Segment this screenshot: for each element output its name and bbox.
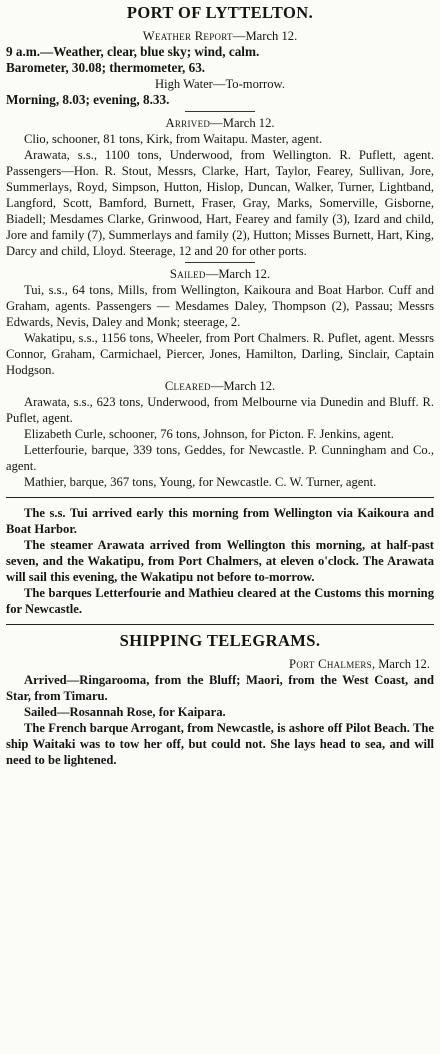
sailed-heading-date: —March 12. (205, 267, 271, 281)
dateline-date: , March 12. (371, 657, 430, 671)
section-divider (6, 624, 434, 625)
arrived-heading (6, 115, 434, 131)
weather-heading-date: —March 12. (232, 29, 298, 43)
telegrams-title: SHIPPING TELEGRAMS. (119, 631, 321, 650)
barometer-line: Barometer, 30.08; thermometer, 63. (6, 60, 206, 75)
telegram-paragraph: Sailed—Rosannah Rose, for Kaipara. (24, 705, 226, 719)
arrived-entry: Arawata, s.s., 1100 tons, Underwood, from Wellington. R. Puflett, agent. Passengers—Hon. R. Stout, Messrs, Clarke, Hart, Taylor, Fearey, Sullivan, Jore, Summerlays, Royd, Simpson, Hutton, Hislop, Duncan, Walker, Turner, Lightband, Langford, Scott, Bamford, Burnett, Fraser, Gray, Marks, Somerville, Gisborne, Biadell; Mesdames Clarke, Grinwood, Hart, Fearey and family (3), Izard and child, Jore and family (7), Summerlays and family (2), Hutton; Misses Burnett, Hart, King, Darcy and child, Lloyd. Steerage, 12 and 20 for other ports. (6, 148, 434, 258)
telegram-paragraph: Arrived—Ringarooma, from the Bluff; Maori, from the West Coast, and Star, from Timaru. (6, 673, 434, 703)
cleared-entry: Letterfourie, barque, 339 tons, Geddes, for Newcastle. P. Cunningham and Co., agent. (6, 443, 434, 473)
sailed-entry: Tui, s.s., 64 tons, Mills, from Wellington, Kaikoura and Boat Harbor. Cuff and Graham, agents. Passengers — Mesdames Daley, Thompson (2), Passau; Messrs Edwards, Nevis, Daley and Monk; steerage, 2. (6, 283, 434, 329)
page-title: PORT OF LYTTELTON. (126, 3, 314, 22)
sailed-heading-label: Sailed (169, 267, 206, 281)
divider (185, 111, 255, 112)
weather-heading (6, 28, 434, 44)
telegram-paragraph: The French barque Arrogant, from Newcastle, is ashore off Pilot Beach. The ship Waitaki was to tow her off, but could not. She lays head to sea, and will need to be lightened. (6, 721, 434, 767)
cleared-entry: Mathier, barque, 367 tons, Young, for Newcastle. C. W. Turner, agent. (24, 475, 377, 489)
high-water-times: Morning, 8.03; evening, 8.33. (6, 92, 170, 107)
cleared-heading (6, 378, 434, 394)
divider (185, 262, 255, 263)
dateline-place: Port Chalmers (289, 657, 372, 671)
cleared-heading-date: —March 12. (210, 379, 276, 393)
weather-heading-label: Weather Report (142, 29, 233, 43)
cleared-heading-label: Cleared (164, 379, 211, 393)
news-paragraph: The s.s. Tui arrived early this morning from Wellington via Kaikoura and Boat Harbor. (6, 506, 434, 536)
high-water-heading: High Water—To-morrow. (155, 77, 285, 91)
weather-line: 9 a.m.—Weather, clear, blue sky; wind, calm. (6, 44, 260, 59)
sailed-heading (6, 266, 434, 282)
sailed-entry: Wakatipu, s.s., 1156 tons, Wheeler, from Port Chalmers. R. Puflet, agent. Messrs Connor, Graham, Carmichael, Piercer, Jones, Hamilton, Darling, Sinclair, Captain Hodgson. (6, 331, 434, 377)
cleared-entry: Elizabeth Curle, schooner, 76 tons, Johnson, for Picton. F. Jenkins, agent. (24, 427, 394, 441)
news-paragraph: The steamer Arawata arrived from Wellington this morning, at half-past seven, and the Wakatipu, from Port Chalmers, at eleven o'clock. The Arawata will sail this evening, the Wakatipu not before to-morrow. (6, 538, 434, 584)
arrived-heading-label: Arrived (165, 116, 211, 130)
news-paragraph: The barques Letterfourie and Mathieu cleared at the Customs this morning for Newcastle. (6, 586, 434, 616)
arrived-entry: Clio, schooner, 81 tons, Kirk, from Waitapu. Master, agent. (24, 132, 323, 146)
section-divider (6, 497, 434, 498)
cleared-entry: Arawata, s.s., 623 tons, Underwood, from Melbourne via Dunedin and Bluff. R. Puflet, agent. (6, 395, 434, 425)
arrived-heading-date: —March 12. (210, 116, 275, 130)
telegram-dateline (6, 656, 434, 672)
